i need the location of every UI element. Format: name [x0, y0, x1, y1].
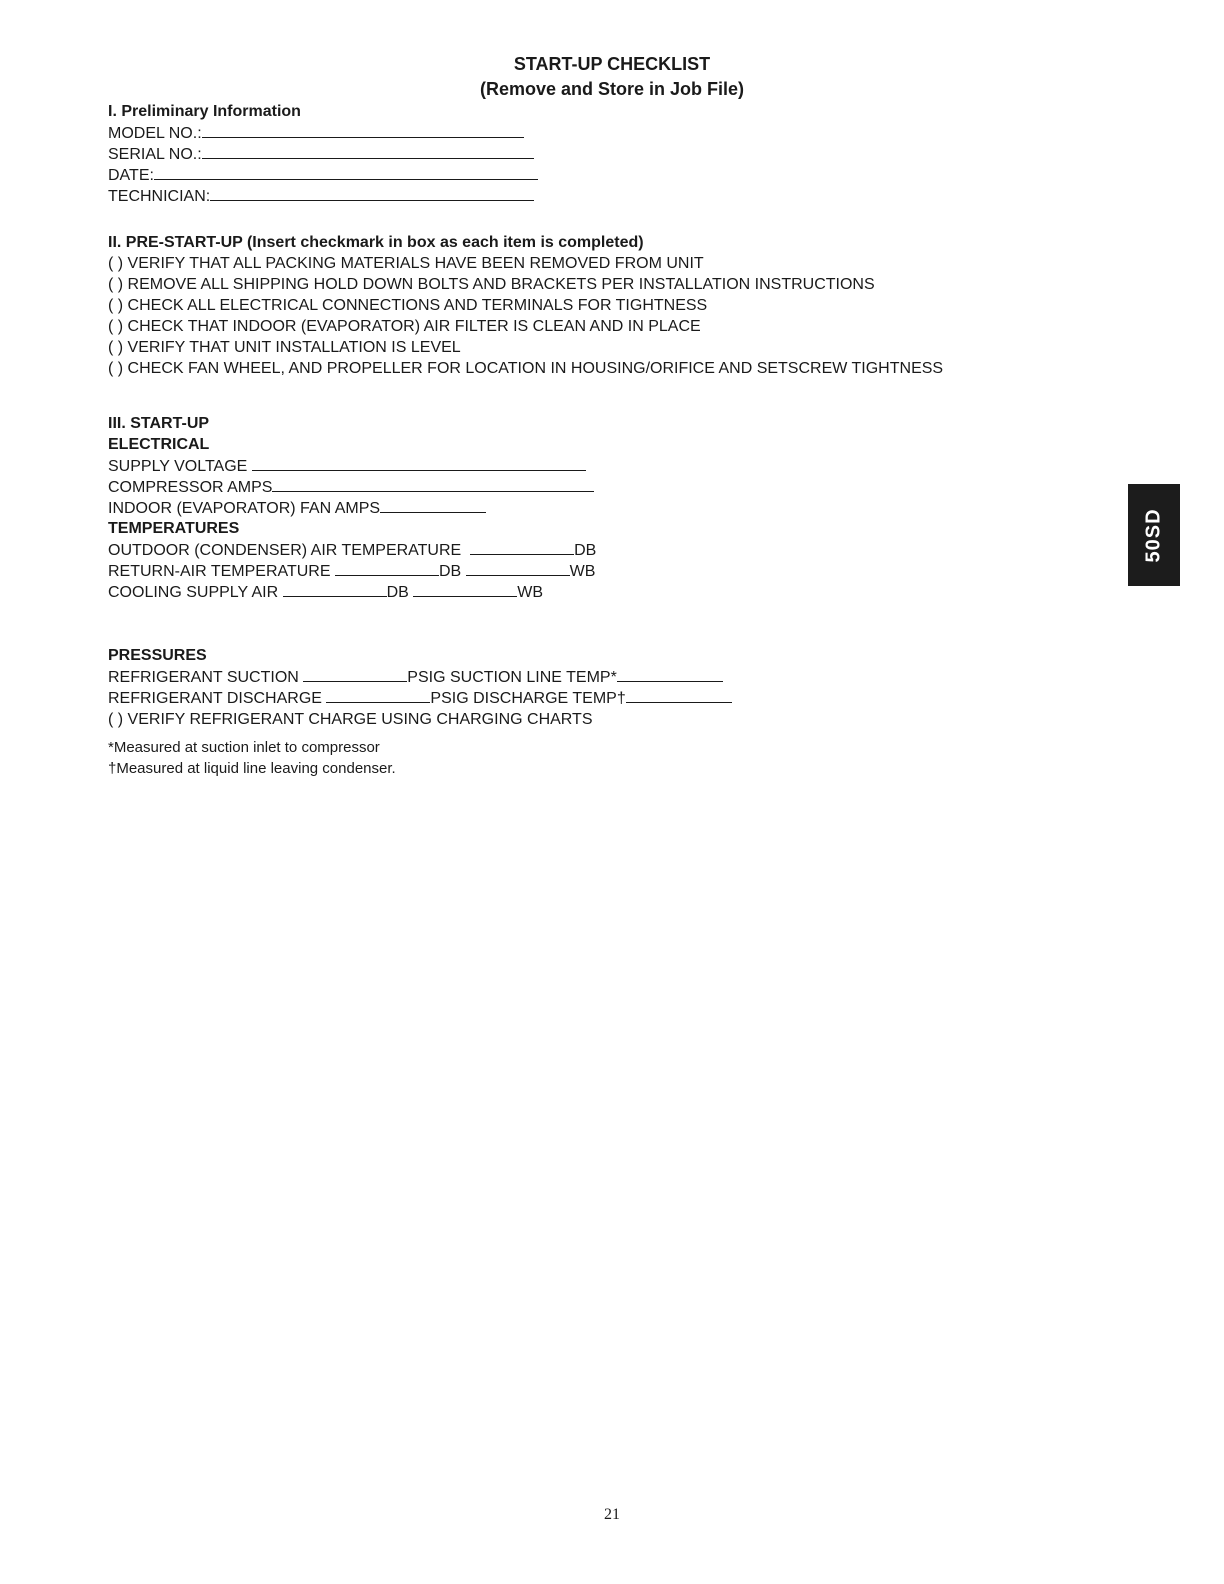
- db-unit: DB: [386, 584, 409, 601]
- cooling-supply-row: [108, 582, 543, 603]
- return-air-db-field[interactable]: [335, 561, 439, 576]
- suction-label: REFRIGERANT SUCTION: [108, 669, 299, 686]
- verify-charge-item[interactable]: ( ) VERIFY REFRIGERANT CHARGE USING CHARGING CHARTS: [108, 711, 593, 728]
- suction-psig-field[interactable]: [303, 667, 407, 682]
- pressures-heading: PRESSURES: [108, 647, 207, 664]
- suction-unit: PSIG SUCTION LINE TEMP*: [407, 669, 617, 686]
- prestartup-item[interactable]: ( ) REMOVE ALL SHIPPING HOLD DOWN BOLTS AND BRACKETS PER INSTALLATION INSTRUCTIONS: [108, 276, 875, 293]
- prestartup-item[interactable]: ( ) CHECK FAN WHEEL, AND PROPELLER FOR LOCATION IN HOUSING/ORIFICE AND SETSCREW TIGHTNESS: [108, 360, 944, 377]
- supply-voltage-field[interactable]: [252, 456, 586, 471]
- prestartup-item[interactable]: ( ) VERIFY THAT UNIT INSTALLATION IS LEVEL: [108, 339, 461, 356]
- temperatures-heading: TEMPERATURES: [108, 520, 240, 537]
- return-air-wb-field[interactable]: [466, 561, 570, 576]
- wb-unit: WB: [569, 563, 596, 580]
- footnote-liquid-line: †Measured at liquid line leaving condenser.: [108, 760, 396, 777]
- discharge-unit: PSIG DISCHARGE TEMP†: [430, 690, 626, 707]
- compressor-amps-row: [108, 477, 594, 498]
- prestartup-item[interactable]: ( ) VERIFY THAT ALL PACKING MATERIALS HAVE BEEN REMOVED FROM UNIT: [108, 255, 704, 272]
- model-no-row: [108, 123, 524, 144]
- supply-voltage-row: [108, 456, 586, 477]
- prestartup-item[interactable]: ( ) CHECK ALL ELECTRICAL CONNECTIONS AND TERMINALS FOR TIGHTNESS: [108, 297, 708, 314]
- outdoor-temp-label: OUTDOOR (CONDENSER) AIR TEMPERATURE: [108, 542, 462, 559]
- cooling-supply-label: COOLING SUPPLY AIR: [108, 584, 279, 601]
- serial-no-label: SERIAL NO.:: [108, 146, 202, 163]
- side-tab-label: 50SD: [1142, 507, 1165, 563]
- footnote-suction: *Measured at suction inlet to compressor: [108, 739, 380, 756]
- technician-row: [108, 186, 534, 207]
- outdoor-db-field[interactable]: [470, 540, 574, 555]
- date-label: DATE:: [108, 167, 154, 184]
- suction-temp-field[interactable]: [617, 667, 723, 682]
- compressor-amps-field[interactable]: [272, 477, 594, 492]
- model-no-label: MODEL NO.:: [108, 125, 202, 142]
- db-unit: DB: [438, 563, 462, 580]
- discharge-temp-field[interactable]: [626, 688, 732, 703]
- indoor-fan-amps-label: INDOOR (EVAPORATOR) FAN AMPS: [108, 500, 381, 517]
- serial-no-field[interactable]: [202, 144, 534, 159]
- supply-voltage-label: SUPPLY VOLTAGE: [108, 458, 248, 475]
- electrical-heading: ELECTRICAL: [108, 436, 210, 453]
- indoor-fan-amps-field[interactable]: [380, 498, 486, 513]
- date-field[interactable]: [154, 165, 538, 180]
- indoor-fan-amps-row: [108, 498, 486, 519]
- prestartup-item[interactable]: ( ) CHECK THAT INDOOR (EVAPORATOR) AIR FILTER IS CLEAN AND IN PLACE: [108, 318, 701, 335]
- page-number: 21: [604, 1506, 620, 1523]
- db-unit: DB: [574, 542, 597, 559]
- compressor-amps-label: COMPRESSOR AMPS: [108, 479, 273, 496]
- technician-label: TECHNICIAN:: [108, 188, 211, 205]
- outdoor-temp-row: [108, 540, 596, 561]
- cooling-supply-wb-field[interactable]: [413, 582, 517, 597]
- return-air-temp-label: RETURN-AIR TEMPERATURE: [108, 563, 331, 580]
- cooling-supply-db-field[interactable]: [283, 582, 387, 597]
- page-title: START-UP CHECKLIST: [513, 54, 711, 74]
- technician-field[interactable]: [210, 186, 534, 201]
- suction-row: [108, 667, 723, 688]
- page-subtitle: (Remove and Store in Job File): [479, 79, 745, 99]
- date-row: [108, 165, 538, 186]
- side-tab: [1128, 484, 1180, 586]
- section-prestartup-heading: II. PRE-START-UP (Insert checkmark in box as each item is completed): [108, 234, 644, 251]
- discharge-label: REFRIGERANT DISCHARGE: [108, 690, 322, 707]
- model-no-field[interactable]: [202, 123, 524, 138]
- discharge-row: [108, 688, 732, 709]
- serial-no-row: [108, 144, 534, 165]
- discharge-psig-field[interactable]: [326, 688, 430, 703]
- section-startup-heading: III. START-UP: [108, 415, 210, 432]
- wb-unit: WB: [517, 584, 544, 601]
- return-air-temp-row: [108, 561, 595, 582]
- section-preliminary-heading: I. Preliminary Information: [108, 103, 301, 120]
